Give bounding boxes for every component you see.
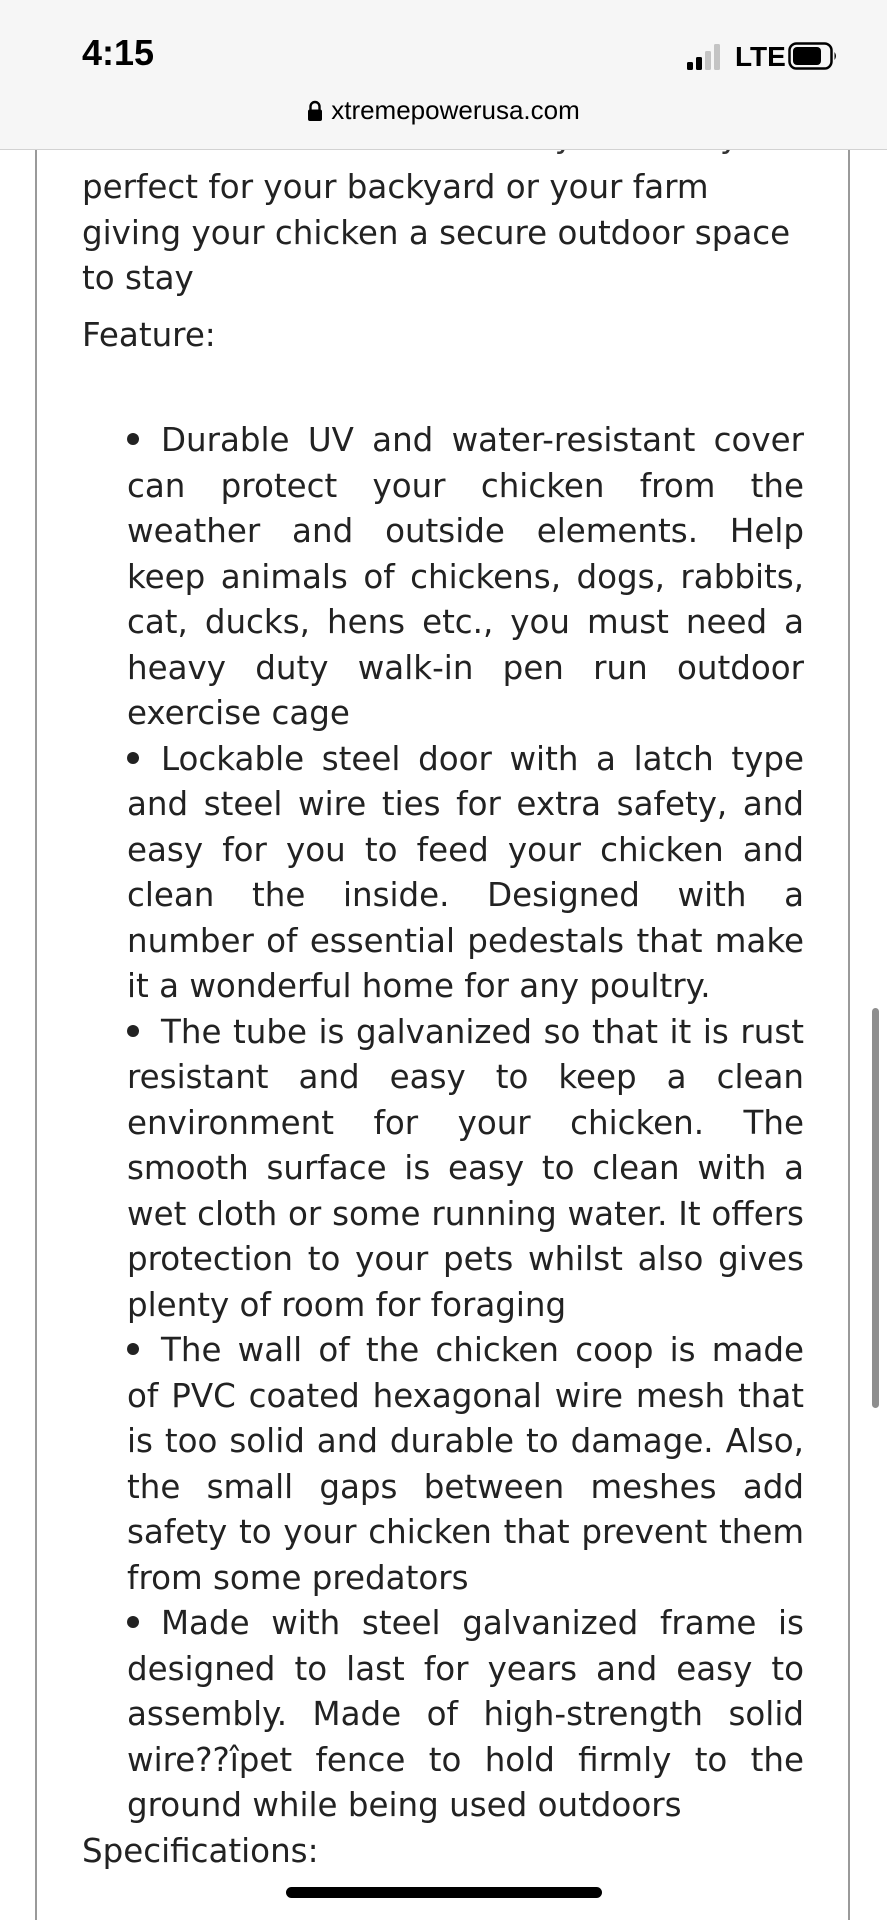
scrollbar[interactable] (872, 1008, 879, 1408)
feature-item (127, 1601, 804, 1829)
feature-text: Made with steel galvanized frame is designed to last for years and easy to assembly. Made of high-strength solid wire??îpet fence to hold firmly to the ground while being used outdoors (127, 1604, 804, 1824)
status-bar (0, 0, 887, 150)
feature-list (127, 418, 804, 1829)
bullet-icon (127, 1025, 139, 1037)
home-indicator[interactable] (286, 1887, 602, 1898)
feature-item (127, 737, 804, 1010)
feature-text: Durable UV and water-resistant cover can protect your chicken from the weather and outside elements. Help keep animals of chickens, dogs, rabbits, cat, ducks, hens etc., you must need a heavy duty walk-in pen run outdoor exercise cage (127, 421, 804, 732)
feature-heading: Feature: (82, 316, 216, 354)
bullet-icon (127, 752, 139, 764)
status-time: 4:15 (82, 32, 155, 73)
battery-icon (788, 42, 838, 70)
feature-text: The wall of the chicken coop is made of PVC coated hexagonal wire mesh that is too solid and durable to damage. Also, the small gaps between meshes add safety to your chicken that prevent them from some predators (127, 1331, 804, 1597)
feature-item (127, 1010, 804, 1329)
feature-item (127, 418, 804, 737)
feature-text: Lockable steel door with a latch type and steel wire ties for extra safety, and easy for you to feed your chicken and clean the inside. Designed with a number of essential pedestals that make it a wonderful home for any poultry. (127, 739, 804, 1005)
url-text: xtremepowerusa.com (331, 95, 580, 125)
intro-paragraph: perfect for your backyard or your farm giving your chicken a secure outdoor space to stay (82, 168, 791, 297)
feature-item (127, 1328, 804, 1601)
bullet-icon (127, 1616, 139, 1628)
specifications-heading: Specifications: (82, 1832, 319, 1870)
bullet-icon (127, 1343, 139, 1355)
feature-text: The tube is galvanized so that it is rust resistant and easy to keep a clean environment for your chicken. The smooth surface is easy to clean with a wet cloth or some running water. It offers protection to your pets whilst also gives plenty of room for foraging (127, 1012, 804, 1324)
lock-icon (307, 100, 323, 122)
network-type-label: LTE (735, 41, 786, 72)
bullet-icon (127, 433, 139, 445)
address-bar[interactable] (0, 95, 887, 126)
cellular-signal-icon (687, 44, 721, 70)
